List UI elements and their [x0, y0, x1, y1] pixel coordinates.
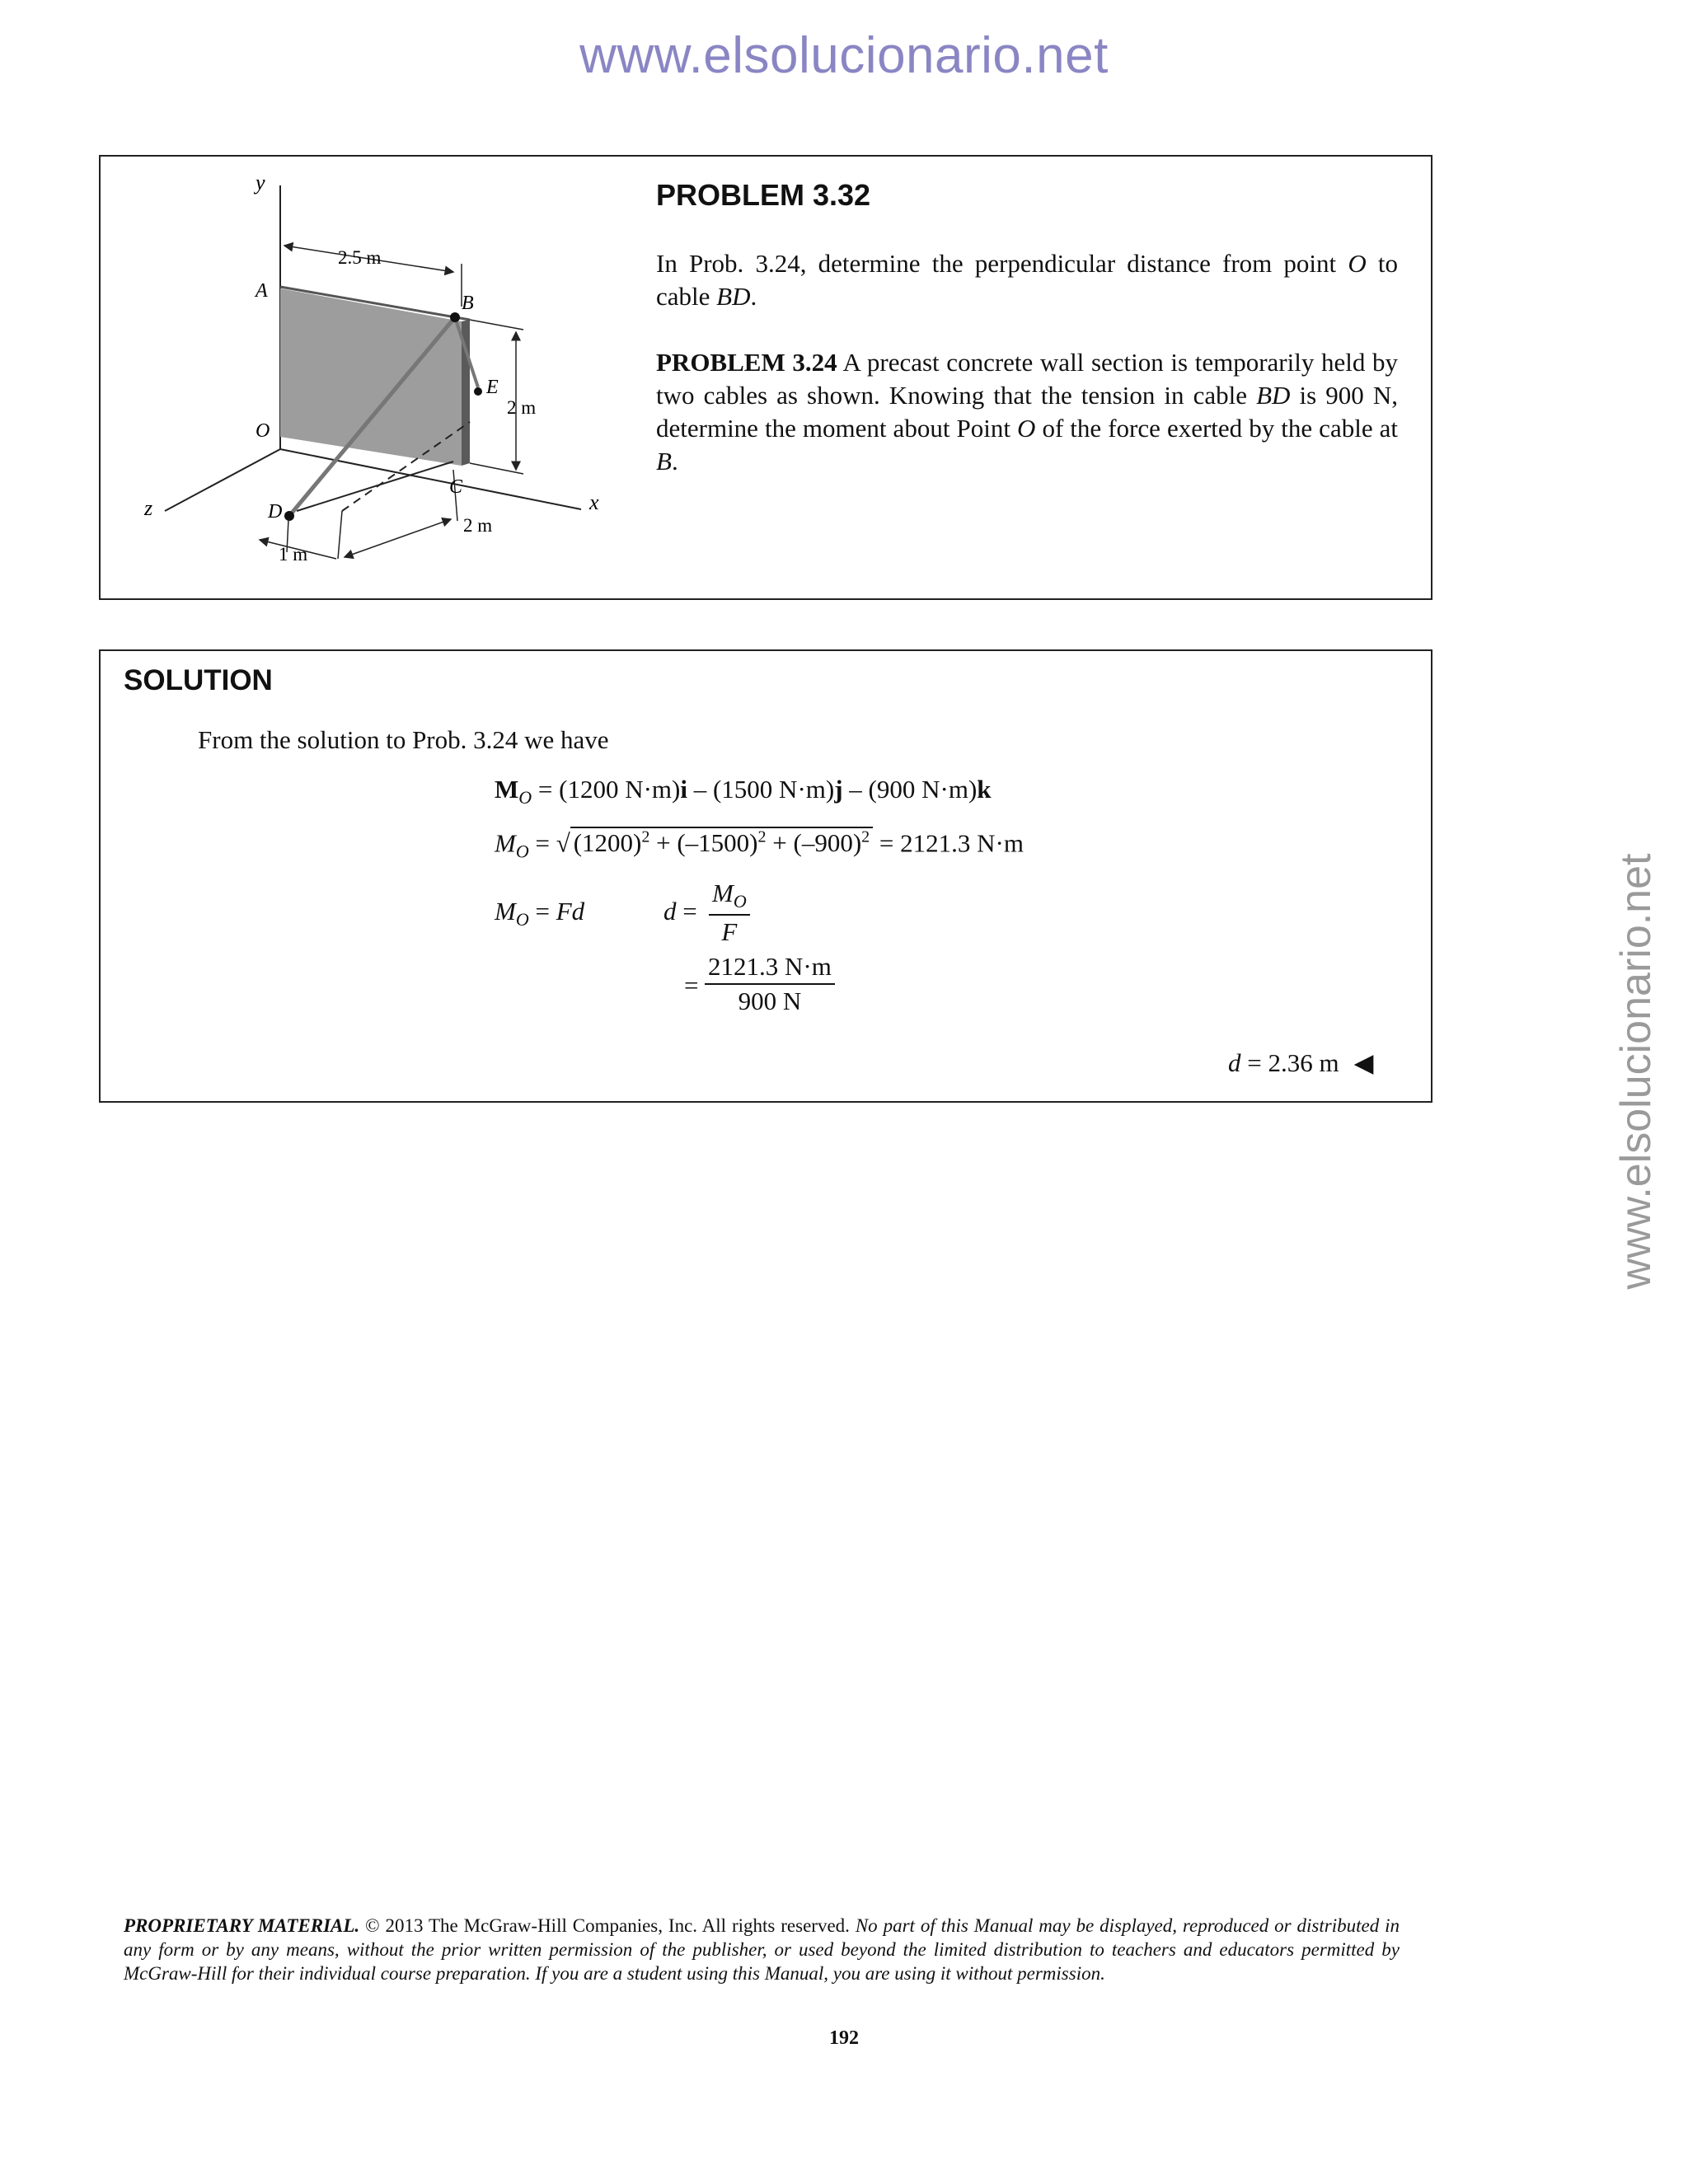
- point-e: [474, 387, 482, 396]
- label-dim-height: 2 m: [507, 397, 537, 418]
- problem-title: PROBLEM 3.32: [656, 178, 871, 212]
- equation-moment-fd: $M_O = Fd$: [495, 897, 585, 930]
- fraction-mo-over-f: $\frac{M_O}{F}$: [709, 879, 750, 947]
- label-dim-top: 2.5 m: [338, 247, 382, 268]
- reference-problem: PROBLEM 3.24 A precast concrete wall section is temporarily held by two cables as shown. Knowing that the tension in cable BD is 900 N, determine the moment about Point O of the force exerted by the cable at B.: [656, 348, 1398, 476]
- problem-statement: In Prob. 3.24, determine the perpendicular distance from point O to cable BD.: [656, 249, 1398, 311]
- equation-moment-vector: $M_O = (1200$ N·m)i – (1500 N·m)j – (900 N·m)k: [495, 775, 992, 808]
- label-b: B: [462, 293, 474, 314]
- page-number: 192: [829, 2027, 859, 2049]
- reference-title: PROBLEM 3.24: [656, 348, 837, 377]
- equation-moment-magnitude: $M_O$ = √ $(1200)^2 + (-1500)^2 + (-900)^2 = 2121.3$ N·m: [495, 828, 1024, 862]
- equation-equals: =: [684, 971, 699, 1000]
- solution-box: [99, 649, 1432, 1103]
- label-y: y: [256, 171, 265, 194]
- equation-d-label: d =: [663, 897, 697, 926]
- final-answer: d = 2.36 m ◀: [1228, 1048, 1374, 1077]
- solution-intro: From the solution to Prob. 3.24 we have: [198, 725, 609, 754]
- z-axis: [165, 449, 280, 511]
- answer-marker-icon: ◀: [1353, 1048, 1374, 1077]
- label-a: A: [256, 280, 268, 302]
- point-b: [450, 312, 460, 322]
- label-d: D: [268, 501, 283, 523]
- dim-base-line: [345, 519, 451, 557]
- label-z: z: [144, 496, 153, 520]
- label-o: O: [256, 420, 270, 442]
- watermark-top: www.elsolucionario.net: [579, 27, 1109, 84]
- label-c: C: [449, 476, 463, 498]
- label-dim-offset: 1 m: [279, 544, 308, 565]
- wall-diagram: [132, 165, 651, 577]
- solution-title: SOLUTION: [124, 664, 273, 696]
- point-d: [284, 511, 294, 521]
- watermark-side: www.elsolucionario.net: [1612, 853, 1660, 1290]
- footer-copyright: PROPRIETARY MATERIAL. © 2013 The McGraw-Hill Companies, Inc. All rights reserved. No part of this Manual may be displayed, reproduced or distributed in any form or by any means, without the prior written permission of the publisher, or used beyond the limited distribution to teachers and educators permitted by McGraw-Hill for their individual course preparation. If you are a student using this Manual, you are using it without permission.: [124, 1915, 1400, 1984]
- wall-face: [280, 288, 462, 466]
- label-x: x: [589, 490, 599, 514]
- label-e: E: [486, 377, 499, 398]
- fraction-numeric: $\frac{2121.3 N\cdot m}{900 N}$: [705, 952, 835, 1016]
- label-dim-base: 2 m: [463, 515, 493, 536]
- sqrt-icon: √: [556, 828, 570, 858]
